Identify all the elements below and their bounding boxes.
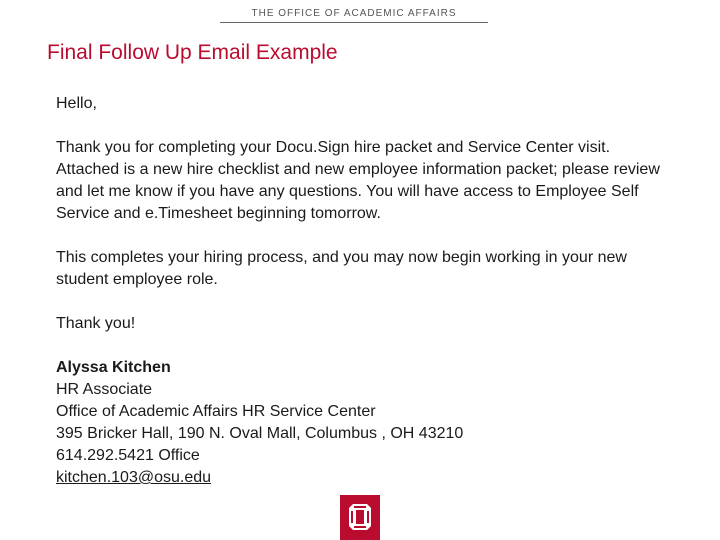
email-signature <box>56 357 676 489</box>
signature-department: Office of Academic Affairs HR Service Center <box>56 403 376 420</box>
email-closing: Thank you! <box>56 315 136 332</box>
signature-email-link[interactable]: kitchen.103@osu.edu <box>56 469 212 486</box>
signature-name: Alyssa Kitchen <box>56 359 171 376</box>
signature-title: HR Associate <box>56 381 153 398</box>
email-body <box>56 93 676 489</box>
email-greeting: Hello, <box>56 95 97 112</box>
email-paragraph-completion: This completes your hiring process, and you may now begin working in your new student employee role. <box>56 249 627 288</box>
email-paragraph-checklist: Thank you for completing your Docu.Sign hire packet and Service Center visit. Attached is a new hire checklist and new employee information packet; please review and let me know if you have any questions. You will have access to Employee Self Service and e.Timesheet beginning tomorrow. <box>56 139 660 222</box>
page-title: Final Follow Up Email Example <box>47 41 338 64</box>
header-label: THE OFFICE OF ACADEMIC AFFAIRS <box>251 8 457 19</box>
signature-phone: 614.292.5421 Office <box>56 447 200 464</box>
header-divider <box>220 22 488 23</box>
signature-address: 395 Bricker Hall, 190 N. Oval Mall, Columbus , OH 43210 <box>56 425 464 442</box>
block-o-logo-icon <box>340 495 380 540</box>
